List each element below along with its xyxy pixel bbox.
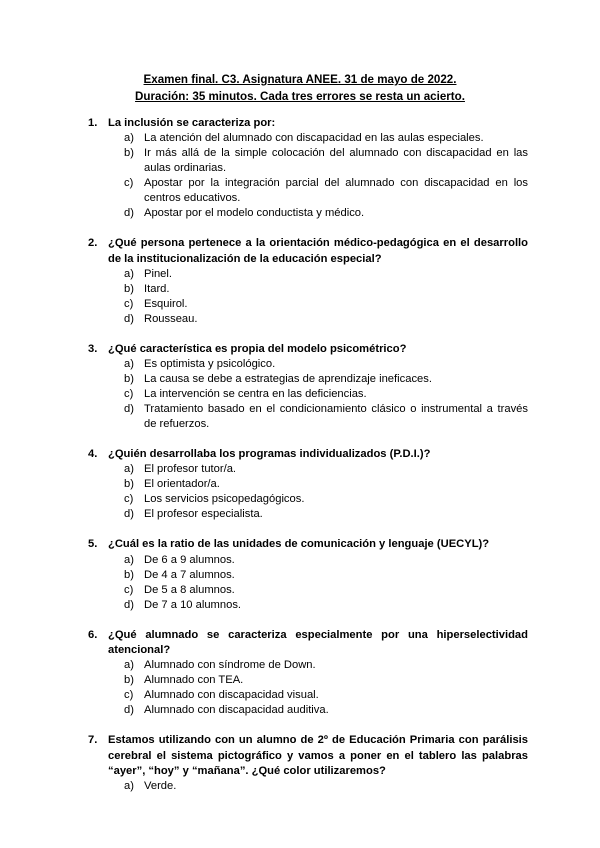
option-text: Rousseau.	[144, 312, 198, 325]
option-text: El orientador/a.	[144, 478, 220, 491]
option-letter: a)	[124, 267, 134, 280]
option-letter: b)	[124, 674, 134, 687]
answer-option	[88, 176, 528, 206]
option-letter: d)	[124, 403, 134, 416]
question-number: 7.	[88, 734, 98, 747]
option-text: La causa se debe a estrategias de aprendizaje ineficaces.	[144, 373, 432, 386]
answer-option	[88, 387, 528, 402]
option-letter: b)	[124, 373, 134, 386]
question-text: ¿Quién desarrollaba los programas individualizados (P.D.I.)?	[108, 448, 431, 461]
option-text: El profesor especialista.	[144, 508, 263, 521]
option-letter: b)	[124, 282, 134, 295]
answer-option	[88, 131, 528, 146]
option-letter: c)	[124, 493, 134, 506]
answer-option	[88, 146, 528, 176]
option-letter: c)	[124, 388, 134, 401]
question-text: ¿Qué persona pertenece a la orientación médico-pedagógica en el desarrollo de la institucionalización de la educación especial?	[108, 237, 528, 265]
option-list	[88, 357, 528, 432]
option-text: Es optimista y psicológico.	[144, 358, 276, 371]
question-heading	[88, 342, 528, 357]
question-item	[88, 537, 528, 612]
option-letter: d)	[124, 508, 134, 521]
option-letter: a)	[124, 463, 134, 476]
answer-option	[88, 553, 528, 568]
answer-option	[88, 372, 528, 387]
question-text: ¿Cuál es la ratio de las unidades de comunicación y lenguaje (UECYL)?	[108, 538, 490, 551]
answer-option	[88, 492, 528, 507]
option-letter: c)	[124, 583, 134, 596]
option-letter: a)	[124, 553, 134, 566]
option-list	[88, 779, 528, 794]
option-text: Apostar por el modelo conductista y médico.	[144, 207, 365, 220]
question-text: La inclusión se caracteriza por:	[108, 117, 276, 129]
option-letter: c)	[124, 297, 134, 310]
option-letter: c)	[124, 689, 134, 702]
answer-option	[88, 779, 528, 794]
option-text: El profesor tutor/a.	[144, 463, 237, 476]
question-item	[88, 342, 528, 432]
answer-option	[88, 312, 528, 327]
answer-option	[88, 357, 528, 372]
answer-option	[88, 598, 528, 613]
question-text: ¿Qué alumnado se caracteriza especialmente por una hiperselectividad atencional?	[108, 628, 528, 657]
option-text: De 6 a 9 alumnos.	[144, 553, 235, 566]
question-heading	[88, 628, 528, 659]
exam-title: Examen final. C3. Asignatura ANEE. 31 de mayo de 2022.	[143, 73, 457, 86]
question-item	[88, 116, 528, 221]
option-text: Alumnado con TEA.	[144, 674, 244, 687]
option-text: Verde.	[144, 780, 177, 793]
option-letter: b)	[124, 147, 134, 160]
option-text: La atención del alumnado con discapacidad en las aulas especiales.	[144, 132, 484, 145]
answer-option	[88, 688, 528, 703]
question-number: 5.	[88, 538, 98, 551]
question-heading	[88, 116, 528, 131]
option-text: Pinel.	[144, 267, 172, 280]
option-text: Alumnado con discapacidad visual.	[144, 689, 319, 702]
option-text: Esquirol.	[144, 297, 188, 310]
answer-option	[88, 507, 528, 522]
question-number: 3.	[88, 342, 98, 355]
option-text: Tratamiento basado en el condicionamiento clásico o instrumental a través de refuerzos.	[144, 403, 528, 431]
exam-duration: Duración: 35 minutos. Cada tres errores se resta un acierto.	[135, 90, 465, 103]
answer-option	[88, 267, 528, 282]
option-text: Alumnado con discapacidad auditiva.	[144, 704, 329, 717]
option-letter: a)	[124, 780, 134, 793]
question-heading	[88, 236, 528, 267]
option-letter: a)	[124, 132, 134, 145]
option-list	[88, 267, 528, 327]
question-heading	[88, 733, 528, 779]
option-letter: b)	[124, 478, 134, 491]
option-letter: b)	[124, 568, 134, 581]
question-text: ¿Qué característica es propia del modelo psicométrico?	[108, 342, 407, 355]
option-letter: a)	[124, 358, 134, 371]
question-number: 1.	[88, 117, 98, 129]
option-letter: d)	[124, 312, 134, 325]
option-text: La intervención se centra en las deficiencias.	[144, 388, 367, 401]
answer-option	[88, 206, 528, 221]
exam-header	[0, 71, 600, 105]
question-number: 6.	[88, 628, 98, 641]
answer-option	[88, 673, 528, 688]
answer-option	[88, 703, 528, 718]
answer-option	[88, 658, 528, 673]
option-list	[88, 658, 528, 718]
answer-option	[88, 282, 528, 297]
option-text: Alumnado con síndrome de Down.	[144, 659, 316, 672]
option-letter: d)	[124, 704, 134, 717]
question-heading	[88, 447, 528, 462]
option-letter: a)	[124, 659, 134, 672]
question-item	[88, 236, 528, 327]
question-number: 2.	[88, 237, 98, 250]
option-text: Itard.	[144, 282, 170, 295]
answer-option	[88, 477, 528, 492]
option-text: De 7 a 10 alumnos.	[144, 598, 242, 611]
question-item	[88, 628, 528, 719]
option-text: Ir más allá de la simple colocación del alumnado con discapacidad en las aulas ordinarias.	[144, 147, 528, 175]
answer-option	[88, 583, 528, 598]
answer-option	[88, 568, 528, 583]
question-item	[88, 447, 528, 522]
question-heading	[88, 537, 528, 552]
question-item	[88, 733, 528, 794]
question-number: 4.	[88, 448, 98, 461]
answer-option	[88, 297, 528, 312]
answer-option	[88, 402, 528, 432]
option-text: De 5 a 8 alumnos.	[144, 583, 235, 596]
question-list	[88, 116, 528, 809]
option-letter: d)	[124, 598, 134, 611]
option-letter: c)	[124, 177, 134, 190]
option-list	[88, 131, 528, 221]
question-text: Estamos utilizando con un alumno de 2º de Educación Primaria con parálisis cerebral el sistema pictográfico y vamos a poner en el tablero las palabras “ayer”, “hoy” y “mañana”. ¿Qué color utilizaremos?	[108, 734, 528, 777]
option-text: De 4 a 7 alumnos.	[144, 568, 235, 581]
option-text: Apostar por la integración parcial del alumnado con discapacidad en los centros educativos.	[144, 177, 528, 205]
option-list	[88, 553, 528, 613]
answer-option	[88, 462, 528, 477]
option-letter: d)	[124, 207, 134, 220]
option-text: Los servicios psicopedagógicos.	[144, 493, 305, 506]
option-list	[88, 462, 528, 522]
